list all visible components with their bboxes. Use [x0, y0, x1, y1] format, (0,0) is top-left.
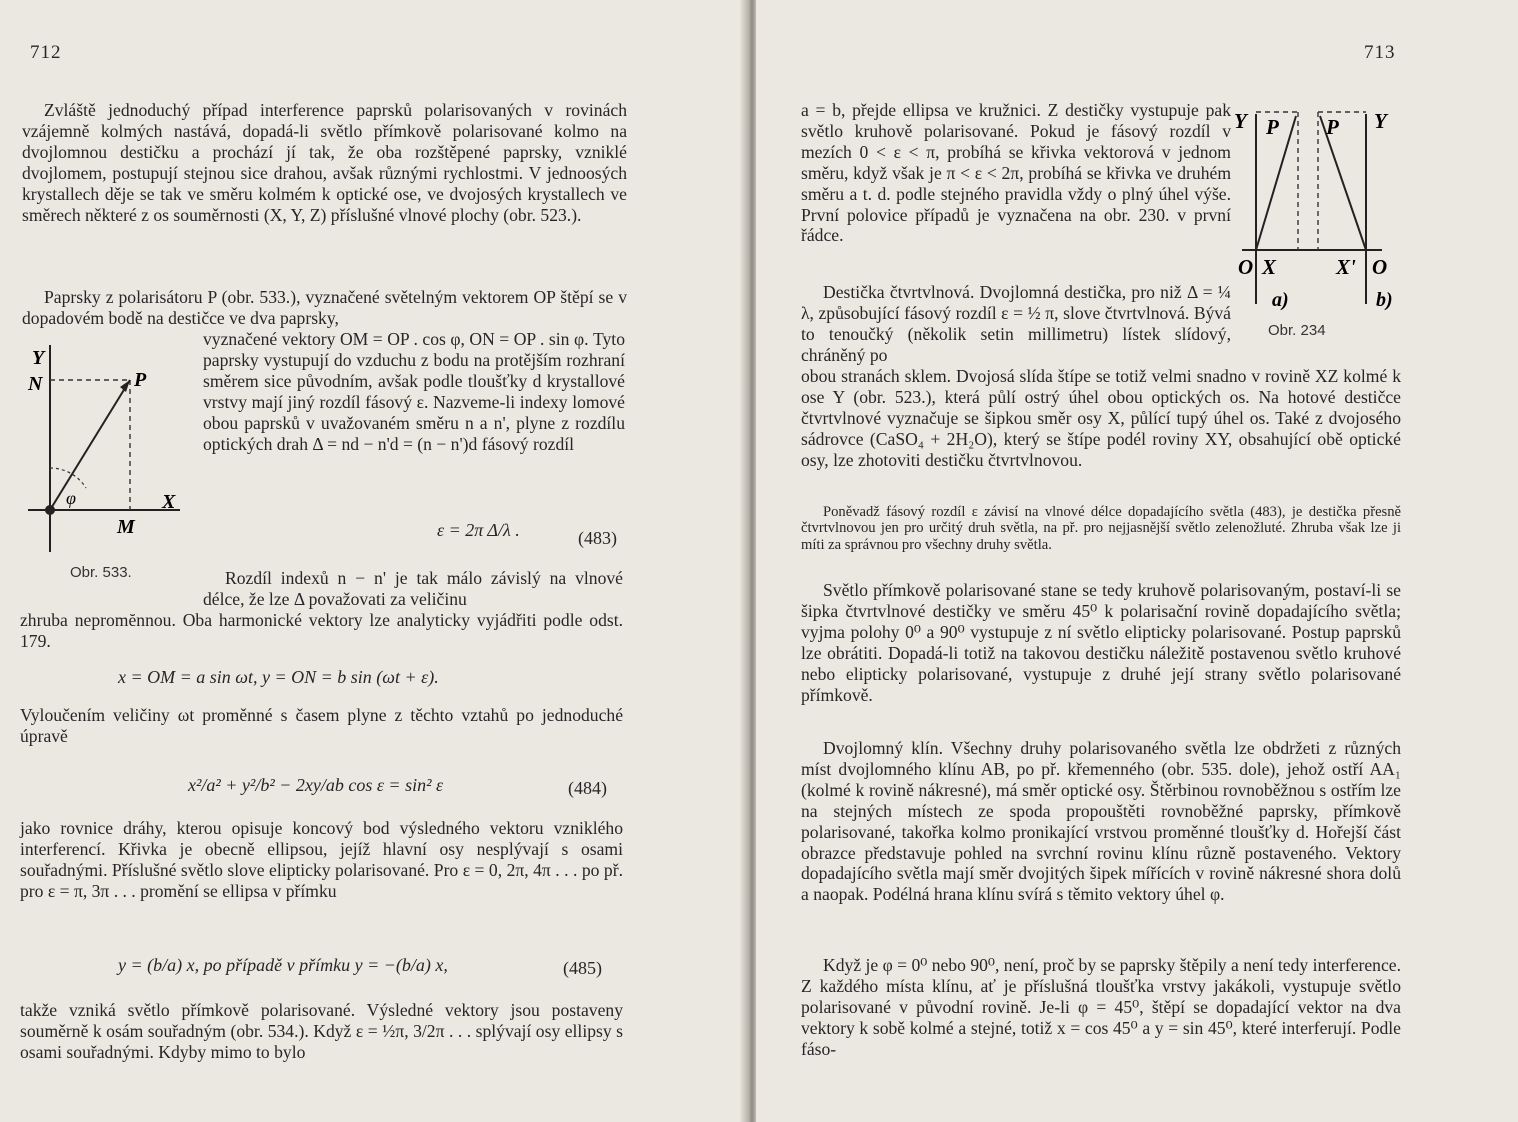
equation-484: x²/a² + y²/b² − 2xy/ab cos ε = sin² ε	[188, 775, 444, 795]
paragraph: Paprsky z polarisátoru P (obr. 533.), vyznačené světelným vektorem OP štěpí se v dopadovém bodě na destičce ve dva paprsky,	[22, 287, 627, 328]
equation-number: (483)	[578, 528, 617, 548]
equation-number: (485)	[563, 958, 602, 978]
note-paragraph: Poněvadž fásový rozdíl ε závisí na vlnové délce dopadajícího světla (483), je destička přesně čtvrtvlnovou jen pro určitý druh světla, na př. pro nejjasnější světlo zelenožluté. Zhruba však lze ji míti za správnou pro všechny druhy světla.	[801, 504, 1401, 553]
label-o1: O	[1238, 255, 1254, 279]
label-m: M	[117, 516, 135, 538]
label-y1: Y	[1234, 109, 1247, 133]
label-p2: P	[1326, 115, 1339, 139]
label-o2: O	[1372, 255, 1388, 279]
paragraph: Světlo přímkově polarisované stane se tedy kruhově polarisovaným, postaví-li se šipka čtvrtvlnové destičky ve směru 45⁰ k polarisační rovině dopadajícího světla; vyjma polohy 0⁰ a 90⁰ vystupuje z ní světlo elipticky polarisované. Postup paprsků lze obrátiti. Dopadá-li totiž na takovou destičku náležitě postavenou světlo kruhové nebo elipticky polarisované, vystupuje z druhé její strany světlo polarisované přímkově.	[801, 580, 1401, 705]
label-x: X	[162, 491, 176, 513]
left-page	[0, 0, 748, 1122]
label-y: Y	[32, 347, 45, 369]
paragraph: Dvojlomný klín. Všechny druhy polarisovaného světla lze obdržeti z různých míst dvojlomného klínu AB, po př. křemenného (obr. 535. dole), jehož ostří AA₁ (kolmé k rovině nákresné), má směr optické osy. Štěrbinou rovnoběžnou s ostřím lze na stejných místech ze spoda propouštěti rovnoběžné paprsky, přímkově polarisované, takořka kolmo pronikající vrstvou proměnné tloušťky d. Hořejší část obrazce představuje pohled na svrchní rovinu klínu různě postaveného. Vektory dopadajícího světla mají směr dvojitých šipek mířících v rovině nákresné shora dolů a naopak. Podélná hrana klínu svírá s těmito vektory úhel φ.	[801, 738, 1401, 905]
paragraph: a = b, přejde ellipsa ve kružnici. Z destičky vystupuje pak světlo kruhově polarisované. Pokud je fásový rozdíl v mezích 0 < ε < π, probíhá se křivka vektorová v jednom směru, když však je π < ε < 2π, probíhá se křivka ve druhém směru a t. d. podle stejného pravidla vždy o plný úhel výše. První polovice případů je vyznačena na obr. 230. v první řádce.	[801, 100, 1231, 246]
label-p1: P	[1266, 115, 1279, 139]
paragraph: vyznačené vektory OM = OP . cos φ, ON = OP . sin φ. Tyto paprsky vystupují do vzduchu z bodu na protějším rozhraní směrem sice původním, avšak podle tloušťky d krystallové vrstvy mají jiný rozdíl fásový ε. Nazveme-li indexy lomové obou paprsků v uvažovaném směru n a n', plyne z rozdílu optických drah Δ = nd − n'd = (n − n')d fásový rozdíl	[203, 329, 625, 454]
equation-number: (484)	[568, 778, 607, 798]
label-a: a)	[1272, 289, 1289, 311]
vector-op	[50, 380, 130, 510]
paragraph: Vyloučením veličiny ωt proměnné s časem plyne z těchto vztahů po jednoduché úpravě	[20, 705, 623, 746]
label-p: P	[134, 369, 147, 391]
label-y2: Y	[1374, 109, 1387, 133]
paragraph: Zvláště jednoduchý případ interference paprsků polarisovaných v rovinách vzájemně kolmých nastává, dopadá-li světlo přímkově polarisované kolmo na dvojlomnou destičku a prochází jí tak, že oba rozštěpené paprsky, vzniklé dvojlomem, postupují stejnou sice drahou, avšak různými rychlostmi. V jednoosých krystallech děje se tak ve směru kolmém k optické ose, ve dvojosých krystallech ve směrech některé z os souměrnosti (X, Y, Z) příslušné vlnové plochy (obr. 523.).	[22, 100, 627, 225]
paragraph: takže vzniká světlo přímkově polarisované. Výsledné vektory jsou postaveny souměrně k osám souřadným (obr. 534.). Když ε = ½π, 3/2π . . . splývají osy ellipsy s osami souřadnými. Kdyby mimo to bylo	[20, 1000, 623, 1062]
page-number: 712	[30, 42, 62, 63]
paragraph: Rozdíl indexů n − n' je tak málo závislý na vlnové délce, že lze Δ považovati za veličinu	[203, 568, 623, 609]
figure-533	[20, 340, 200, 560]
paragraph: Když je φ = 0⁰ nebo 90⁰, není, proč by se paprsky štěpily a není tedy interference. Z každého místa klínu, ať je příslušná tloušťka vrstvy jakákoli, vystupuje světlo polarisované v původní rovině. Je-li φ = 45⁰, štěpí se dopadající vektor na dva vektory k sobě kolmé a stejné, totiž x = cos 45⁰ a y = sin 45⁰, které interferují. Podle fáso-	[801, 955, 1401, 1059]
figure-caption: Obr. 234	[1268, 322, 1326, 339]
origin-point	[45, 505, 55, 515]
label-x1: X	[1262, 255, 1277, 279]
paragraph: zhruba nepromĕnnou. Oba harmonické vektory lze analyticky vyjádřiti podle odst. 179.	[20, 610, 623, 651]
paragraph: jako rovnice dráhy, kterou opisuje koncový bod výsledného vektoru vzniklého interferencí. Křivka je obecně ellipsou, jejíž hlavní osy nesplývají s osami souřadnými. Příslušné světlo slove elipticky polarisované. Pro ε = 0, 2π, 4π . . . po př. pro ε = π, 3π . . . promění se ellipsa v přímku	[20, 818, 623, 901]
page-number: 713	[1364, 42, 1396, 63]
label-phi: φ	[66, 488, 76, 508]
angle-arc	[50, 468, 86, 488]
right-page	[756, 0, 1518, 1122]
figure-caption: Obr. 533.	[70, 564, 132, 581]
equation-vectors: x = OM = a sin ωt, y = ON = b sin (ωt + ε).	[118, 667, 439, 687]
equation-485: y = (b/a) x, po případě v přímku y = −(b/a) x,	[118, 955, 448, 975]
paragraph: obou stranách sklem. Dvojosá slída štípe se totiž velmi snadno v rovině XZ kolmé k ose Y (obr. 523.), která půlí ostrý úhel obou optických os. Na hotové destičce čtvrtvlnové vyznačuje se šipkou směr osy X, půlící tupý úhel os. Také z dvojosého sádrovce (CaSO₄ + 2H₂O), který se štípe podél roviny XY, obsahující obě optické osy, lze zhotoviti destičku čtvrtvlnovou.	[801, 366, 1401, 470]
equation-483: ε = 2π Δ/λ .	[437, 520, 520, 540]
vector-arrowhead	[120, 380, 130, 392]
label-x2: X'	[1336, 255, 1356, 279]
paragraph: Destička čtvrtvlnová. Dvojlomná destička, pro niž Δ = ¼ λ, způsobující fásový rozdíl ε = ½ π, slove čtvrtvlnová. Bývá to tenoučký (několik setin millimetru) lístek slídový, chráněný po	[801, 282, 1231, 365]
figure-234	[1234, 100, 1414, 320]
label-b: b)	[1376, 289, 1393, 311]
label-n: N	[28, 373, 43, 395]
